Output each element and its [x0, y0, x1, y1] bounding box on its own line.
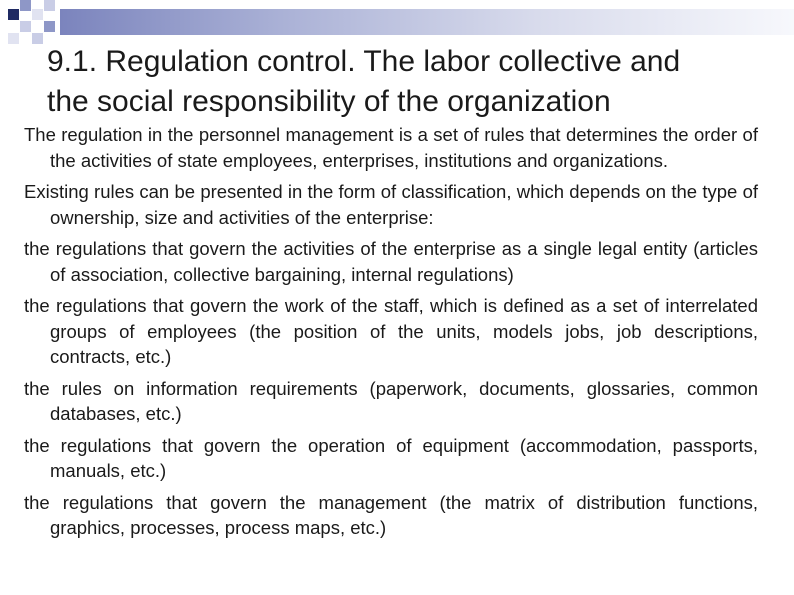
slide-title [47, 42, 794, 122]
body-paragraph: the regulations that govern the operation of equipment (accommodation, passports, manuals, etc.) [24, 434, 758, 481]
decor-square-light [32, 33, 43, 44]
decor-square-dark [8, 9, 19, 20]
decor-square-mid [44, 21, 55, 32]
header-gradient-band [60, 9, 794, 35]
slide-title-line2: the social responsibility of the organization [47, 85, 611, 118]
body-paragraph: Existing rules can be presented in the form of classification, which depends on the type of ownership, size and activities of the enterprise: [24, 181, 758, 228]
body-paragraph: the regulations that govern the activities of the enterprise as a single legal entity (articles of association, collective bargaining, internal regulations) [24, 238, 758, 285]
body-paragraph: the rules on information requirements (paperwork, documents, glossaries, common databases, etc.) [24, 377, 758, 424]
slide-title-line1: 9.1. Regulation control. The labor collective and [47, 45, 681, 78]
decor-square-pale [32, 9, 43, 20]
body-paragraph: the regulations that govern the management (the matrix of distribution functions, graphics, processes, process maps, etc.) [24, 491, 758, 538]
slide-body [24, 122, 758, 547]
decor-square-light [44, 0, 55, 11]
decor-square-mid [20, 0, 31, 11]
body-paragraph: the regulations that govern the work of the staff, which is defined as a set of interrelated groups of employees (the position of the units, models jobs, job descriptions, contracts, etc.) [24, 295, 758, 367]
body-paragraph: The regulation in the personnel management is a set of rules that determines the order of the activities of state employees, enterprises, institutions and organizations. [24, 124, 758, 171]
decor-square-pale [8, 33, 19, 44]
decor-square-light [20, 21, 31, 32]
